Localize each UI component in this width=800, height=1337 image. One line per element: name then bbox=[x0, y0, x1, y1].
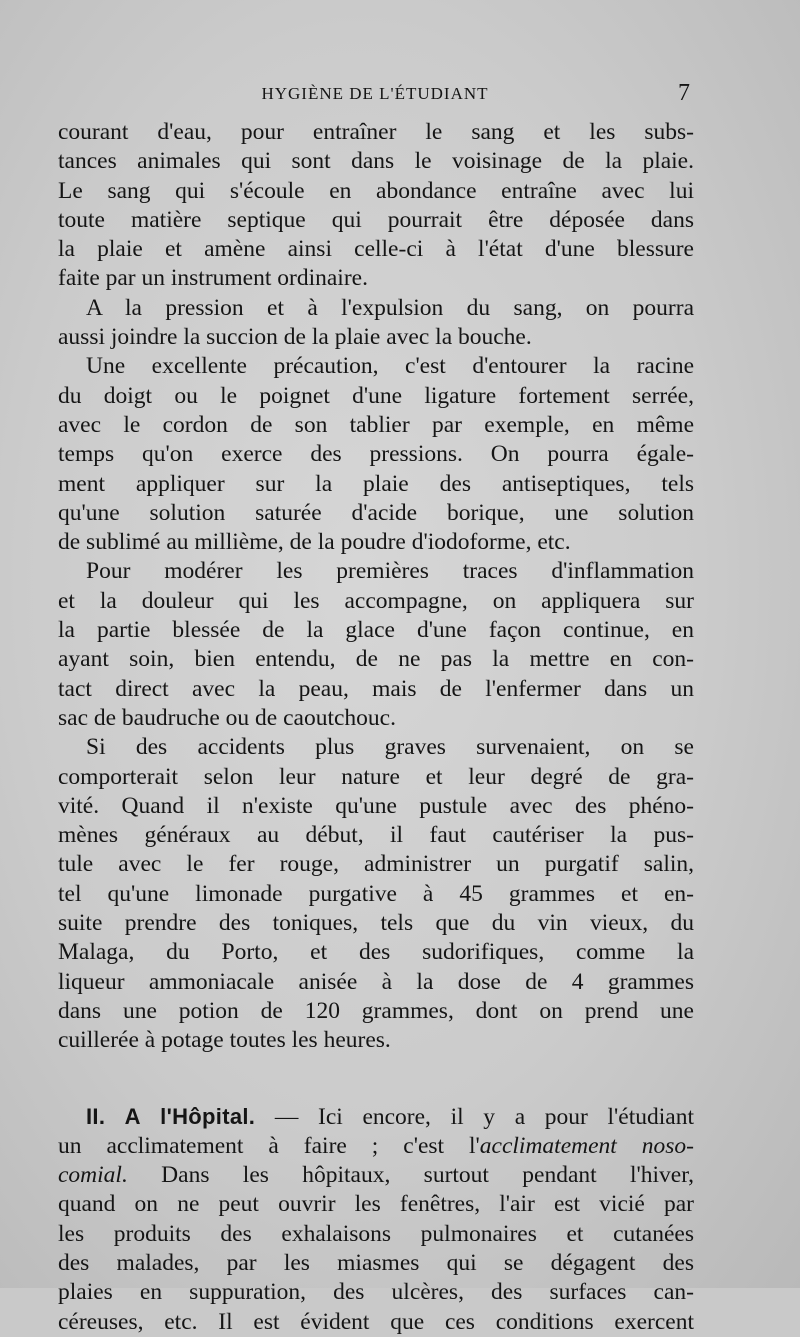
text-run: Dans les hôpitaux, surtout pendant l'hiver, bbox=[127, 1162, 694, 1189]
text-line: mènes généraux au début, il faut cautériser la pus- bbox=[58, 822, 694, 849]
text-line: la partie blessée de la glace d'une façon continue, en bbox=[58, 617, 694, 644]
text-line: ayant soin, bien entendu, de ne pas la mettre en con- bbox=[58, 646, 694, 673]
page-number: 7 bbox=[678, 80, 690, 106]
text-line: aussi joindre la succion de la plaie avec la bouche. bbox=[58, 324, 532, 351]
italic-term: acclimatement noso- bbox=[479, 1132, 694, 1159]
text-line: avec le cordon de son tablier par exemple, en même bbox=[58, 411, 694, 438]
text-line: A la pression et à l'expulsion du sang, on pourra bbox=[86, 294, 694, 321]
text-line: la plaie et amène ainsi celle-ci à l'état d'une blessure bbox=[58, 236, 694, 263]
paragraph-2 bbox=[58, 294, 694, 353]
text-line: comporterait selon leur nature et leur degré de gra- bbox=[58, 763, 694, 790]
text-line: courant d'eau, pour entraîner le sang et les subs- bbox=[58, 119, 694, 145]
section-intro: — Ici encore, il y a pour l'étudiant bbox=[255, 1103, 694, 1130]
text-line: Une excellente précaution, c'est d'entourer la racine bbox=[86, 353, 694, 380]
text-line: des malades, par les miasmes qui se dégagent des bbox=[58, 1249, 694, 1276]
text-line: céreuses, etc. Il est évident que ces conditions exercent bbox=[58, 1308, 694, 1335]
text-line bbox=[58, 1161, 694, 1190]
text-line: plaies en suppuration, des ulcères, des surfaces can- bbox=[58, 1279, 694, 1306]
text-line: liqueur ammoniacale anisée à la dose de 4 grammes bbox=[58, 968, 694, 995]
text-line: du doigt ou le poignet d'une ligature fortement serrée, bbox=[58, 382, 694, 409]
paragraph-3 bbox=[58, 352, 694, 557]
body-text bbox=[58, 118, 694, 1337]
text-line: tact direct avec la peau, mais de l'enfermer dans un bbox=[58, 675, 694, 702]
text-line: ment appliquer sur la plaie des antiseptiques, tels bbox=[58, 470, 694, 497]
text-line: toute matière septique qui pourrait être déposée dans bbox=[58, 206, 694, 233]
section-hopital bbox=[58, 1102, 694, 1337]
text-line: tule avec le fer rouge, administrer un purgatif salin, bbox=[58, 851, 694, 878]
text-line: Si des accidents plus graves survenaient, on se bbox=[86, 734, 694, 761]
text-line bbox=[58, 1132, 694, 1161]
text-line: tances animales qui sont dans le voisinage de la plaie. bbox=[58, 148, 694, 175]
text-line: quand on ne peut ouvrir les fenêtres, l'air est vicié par bbox=[58, 1191, 694, 1218]
page-header bbox=[60, 80, 690, 110]
text-line: qu'une solution saturée d'acide borique, une solution bbox=[58, 499, 694, 526]
text-line: temps qu'on exerce des pressions. On pourra égale- bbox=[58, 441, 694, 468]
text-line: vité. Quand il n'existe qu'une pustule avec des phéno- bbox=[58, 792, 694, 819]
text-line: Pour modérer les premières traces d'inflammation bbox=[86, 558, 694, 585]
text-line: dans une potion de 120 grammes, dont on prend une bbox=[58, 997, 694, 1024]
paragraph-5 bbox=[58, 733, 694, 1055]
text-run: un acclimatement à faire ; c'est l' bbox=[58, 1132, 480, 1159]
italic-term: comial. bbox=[58, 1162, 128, 1189]
section-title: II. A l'Hôpital. bbox=[86, 1103, 256, 1129]
text-line: tel qu'une limonade purgative à 45 grammes et en- bbox=[58, 880, 694, 907]
text-line: de sublimé au millième, de la poudre d'iodoforme, etc. bbox=[58, 529, 571, 556]
text-line: Malaga, du Porto, et des sudorifiques, comme la bbox=[58, 939, 694, 966]
text-line: les produits des exhalaisons pulmonaires et cutanées bbox=[58, 1220, 694, 1247]
text-line bbox=[58, 1102, 694, 1132]
paragraph-4 bbox=[58, 557, 694, 733]
text-line: et la douleur qui les accompagne, on appliquera sur bbox=[58, 587, 694, 614]
text-line: Le sang qui s'écoule en abondance entraîne avec lui bbox=[58, 177, 694, 204]
text-line: cuillerée à potage toutes les heures. bbox=[58, 1027, 391, 1054]
text-line: faite par un instrument ordinaire. bbox=[58, 265, 368, 292]
paragraph-1 bbox=[58, 118, 694, 294]
text-line: sac de baudruche ou de caoutchouc. bbox=[58, 704, 396, 731]
running-head: HYGIÈNE DE L'ÉTUDIANT bbox=[261, 84, 489, 103]
text-line: suite prendre des toniques, tels que du vin vieux, du bbox=[58, 910, 694, 937]
